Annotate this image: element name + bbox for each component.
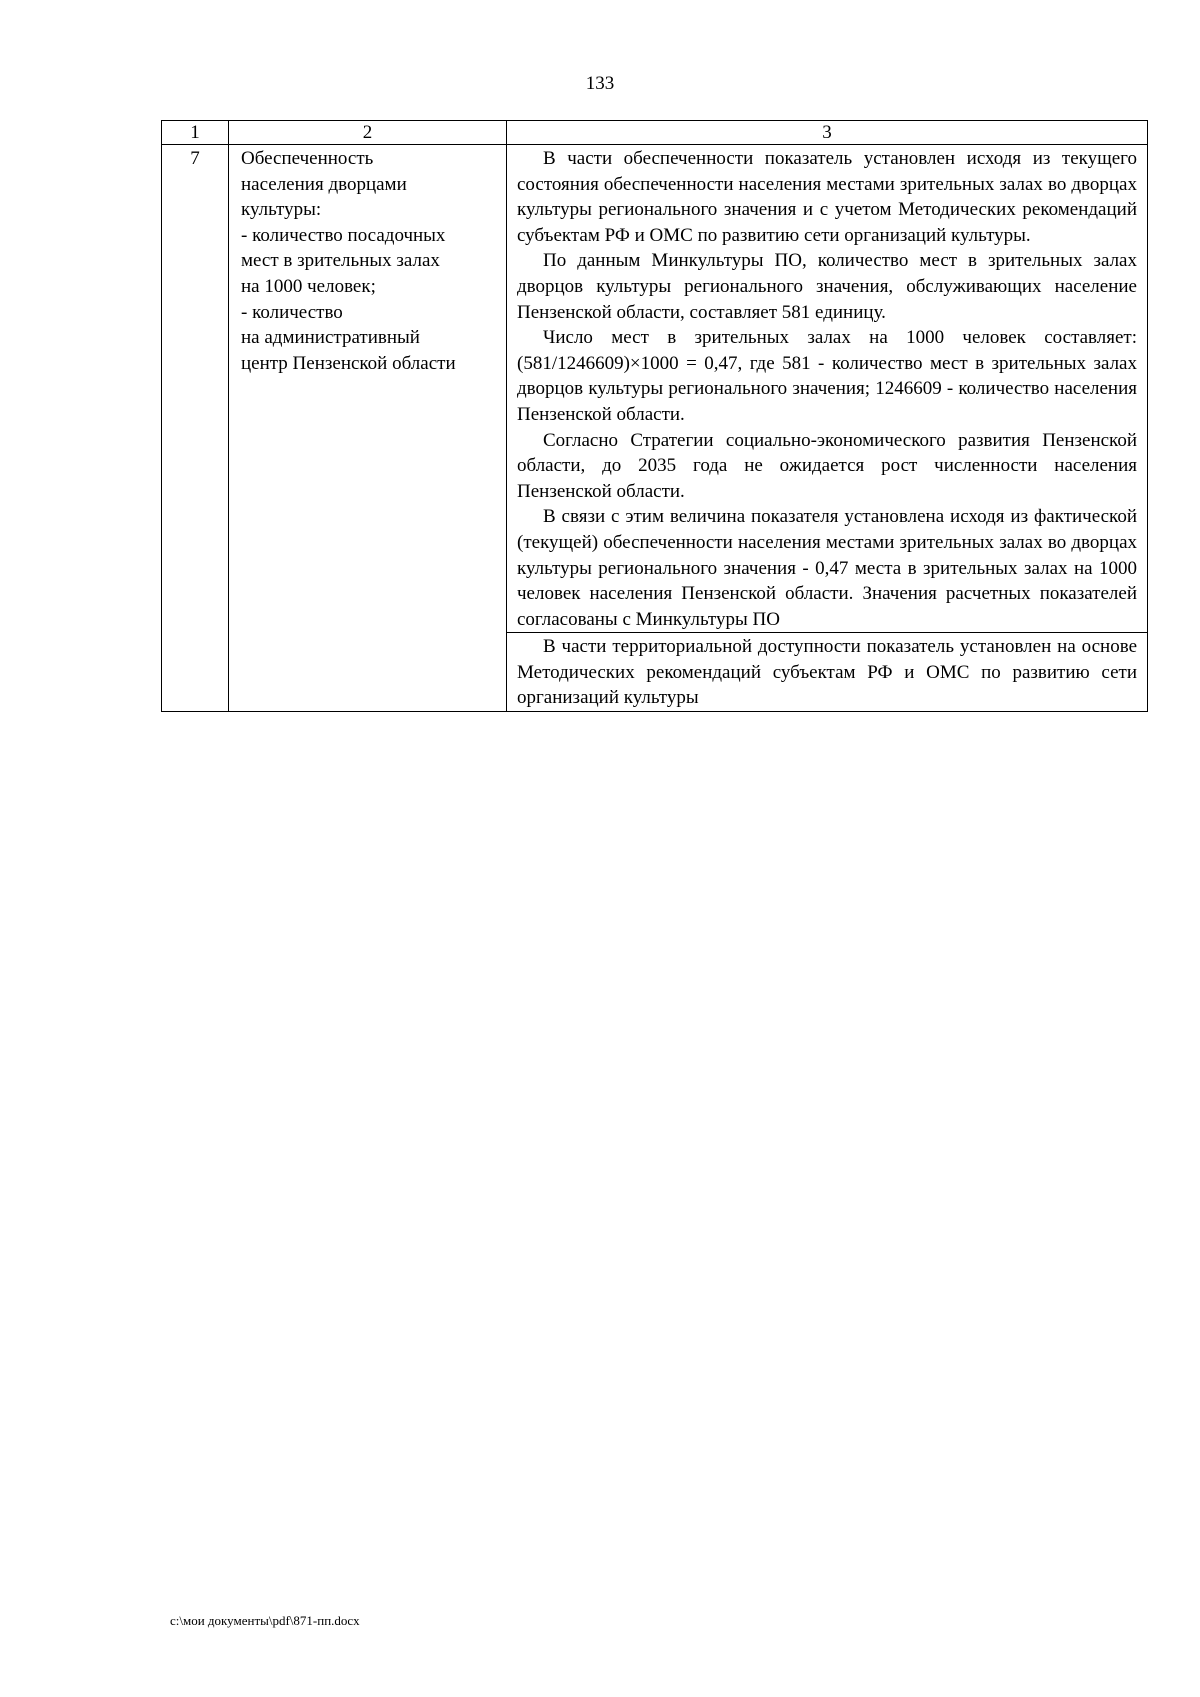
page-number: 133 [585,73,615,94]
description-paragraph: В части обеспеченности показатель установлен исходя из текущего состояния обеспеченности населения местами зрительных залах во дворцах культуры регионального значения и с учетом Методических рекомендаций субъектам РФ и ОМС по развитию сети организаций культуры. [517,148,1137,246]
description-paragraph: В связи с этим величина показателя установлена исходя из фактической (текущей) обеспеченности населения местами зрительных залах во дворцах культуры регионального значения - 0,47 места в зрительных залах на 1000 человек населения Пензенской области. Значения расчетных показателей согласованы с Минкультуры ПО [517,506,1137,630]
table-header-row [162,121,1148,145]
file-path-footer: c:\мои документы\pdf\871-пп.docx [170,1613,360,1628]
indicator-name [229,145,507,712]
description-paragraph: Число мест в зрительных залах на 1000 человек составляет: (581/1246609)×1000 = 0,47, где 581 - количество мест в зрительных залах дворцов культуры регионального значения; 1246609 - количество населения Пензенской области. [517,327,1137,425]
indicator-name-line: - количество посадочных [241,224,446,246]
indicator-name-line: культуры: [241,199,322,221]
accessibility-paragraph: В части территориальной доступности показатель установлен на основе Методических рекомендаций субъектам РФ и ОМС по развитию сети организаций культуры [517,636,1137,709]
header-col-1: 1 [162,121,229,145]
indicator-name-line: населения дворцами [241,173,407,195]
row-number: 7 [162,145,229,712]
table-row [162,145,1148,633]
header-col-2: 2 [229,121,507,145]
indicator-name-line: Обеспеченность [241,148,374,169]
accessibility-description [507,633,1148,712]
indicator-name-line: на административный [241,327,420,349]
indicator-name-line: мест в зрительных залах [241,250,440,272]
indicator-name-line: - количество [241,301,343,323]
indicators-table [161,120,1148,712]
description-paragraph: По данным Минкультуры ПО, количество мест в зрительных залах дворцов культуры регионального значения, обслуживающих население Пензенской области, составляет 581 единицу. [517,250,1137,323]
indicator-name-line: центр Пензенской области [241,352,456,374]
header-col-3: 3 [507,121,1148,145]
indicator-description [507,145,1148,633]
description-paragraph: Согласно Стратегии социально-экономического развития Пензенской области, до 2035 года не ожидается рост численности населения Пензенской области. [517,429,1137,502]
indicator-name-line: на 1000 человек; [241,275,376,297]
